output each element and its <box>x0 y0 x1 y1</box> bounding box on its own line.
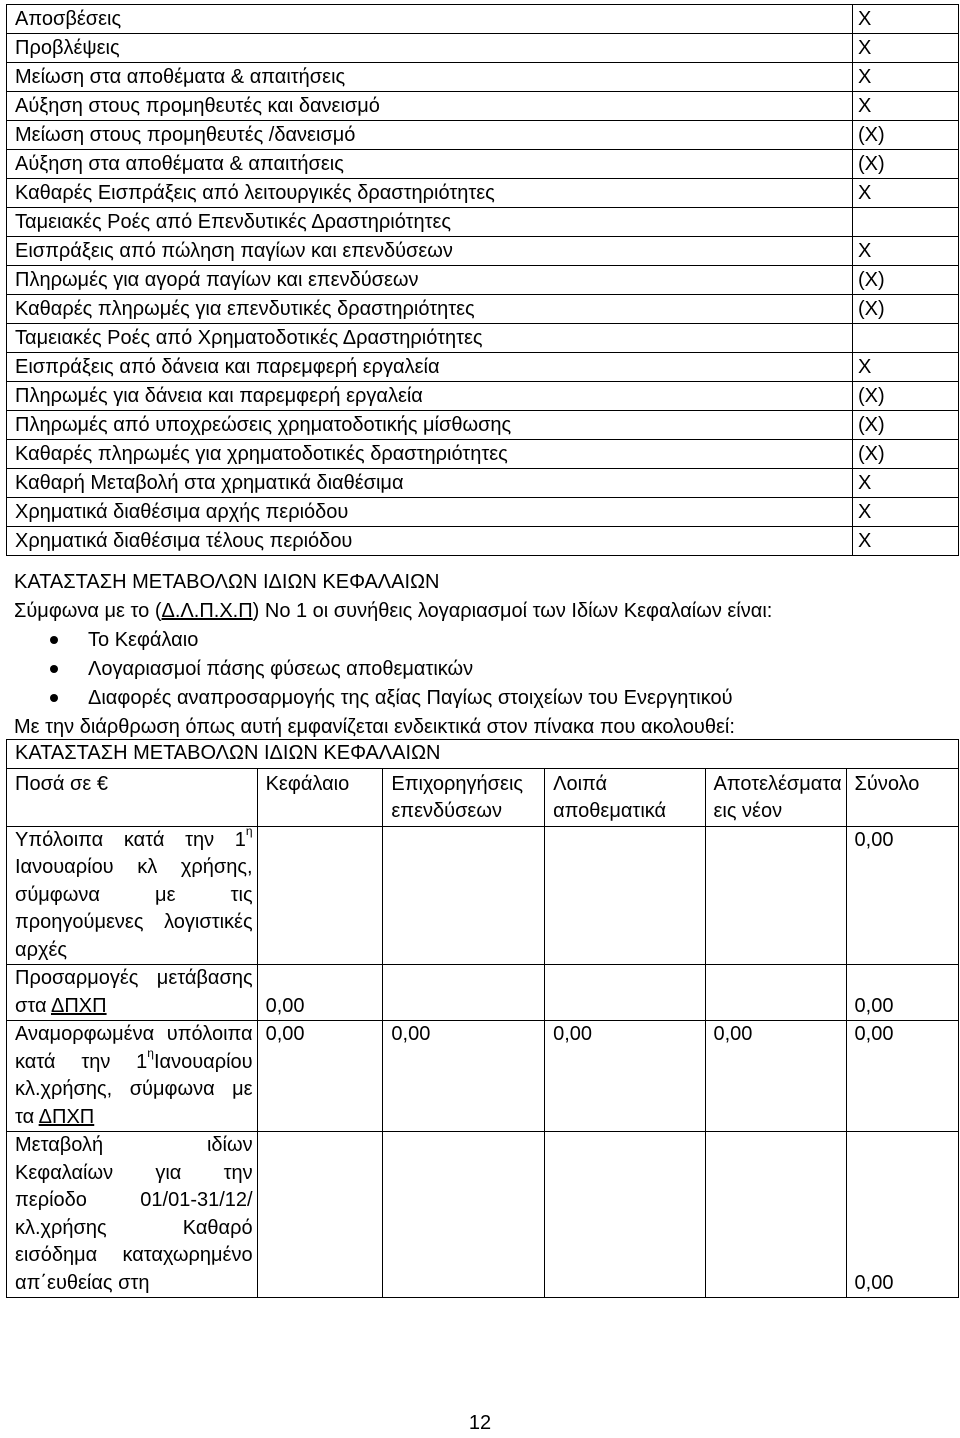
list-item: Το Κεφάλαιο <box>14 626 954 655</box>
col-header-amounts: Ποσά σε € <box>7 768 258 826</box>
cell-other-reserves: 0,00 <box>545 1021 705 1132</box>
row-label: Μείωση στους προμηθευτές /δανεισμό <box>7 121 853 150</box>
list-item: Λογαριασμοί πάσης φύσεως αποθεματικών <box>14 655 954 684</box>
col-header-total: Σύνολο <box>846 768 958 826</box>
table-row <box>7 1021 959 1132</box>
equity-intro: Σύμφωνα με το (Δ.Λ.Π.Χ.Π) Νο 1 οι συνήθεις λογαριασμοί των Ιδίων Κεφαλαίων είναι: <box>14 600 773 622</box>
table-row <box>7 411 959 440</box>
table-row <box>7 382 959 411</box>
row-label: Ταμειακές Ροές από Επενδυτικές Δραστηριότητες <box>7 208 853 237</box>
table-row <box>7 353 959 382</box>
row-value: Χ <box>853 527 959 556</box>
table-row <box>7 826 959 965</box>
row-value: (Χ) <box>853 382 959 411</box>
row-label: Καθαρές πληρωμές για χρηματοδοτικές δραστηριότητες <box>7 440 853 469</box>
table-row <box>7 965 959 1021</box>
closing-sentence: Με την διάρθρωση όπως αυτή εμφανίζεται ενδεικτικά στον πίνακα που ακολουθεί: <box>14 716 735 738</box>
table-row <box>7 295 959 324</box>
cell-total: 0,00 <box>846 1132 958 1298</box>
cell-capital: 0,00 <box>257 1021 383 1132</box>
row-label: Πληρωμές για αγορά παγίων και επενδύσεων <box>7 266 853 295</box>
row-value: Χ <box>853 5 959 34</box>
row-label: Υπόλοιπα κατά την $1^\eta$ Ιανουαρίου κλ χρήσης, σύμφωνα με τις προηγούμενες λογιστικές αρχές <box>7 826 258 965</box>
table-row <box>7 208 959 237</box>
col-header-other-reserves: Λοιπά αποθεματικά <box>545 768 705 826</box>
row-label: Εισπράξεις από δάνεια και παρεμφερή εργαλεία <box>7 353 853 382</box>
page-number: 12 <box>468 1412 492 1434</box>
row-label: Καθαρή Μεταβολή στα χρηματικά διαθέσιμα <box>7 469 853 498</box>
row-value: Χ <box>853 498 959 527</box>
row-label: Αύξηση στα αποθέματα & απαιτήσεις <box>7 150 853 179</box>
row-value: Χ <box>853 353 959 382</box>
table-row <box>7 179 959 208</box>
row-value: (Χ) <box>853 121 959 150</box>
equity-heading: ΚΑΤΑΣΤΑΣΗ ΜΕΤΑΒΟΛΩΝ ΙΔΙΩΝ ΚΕΦΑΛΑΙΩΝ <box>14 571 440 593</box>
cell-retained: 0,00 <box>705 1021 846 1132</box>
row-value: (Χ) <box>853 440 959 469</box>
table-row <box>7 63 959 92</box>
table-row <box>7 527 959 556</box>
row-value: (Χ) <box>853 150 959 179</box>
table-row <box>7 469 959 498</box>
row-value <box>853 208 959 237</box>
row-label: Μεταβολή ιδίων Κεφαλαίων για την περίοδο 01/01-31/12/ κλ.χρήσης Καθαρό εισόδημα καταχωρημένο απ΄ευθείας στη <box>7 1132 258 1298</box>
col-header-grants: Επιχορηγήσεις επενδύσεων <box>383 768 545 826</box>
row-label: Ταμειακές Ροές από Χρηματοδοτικές Δραστηριότητες <box>7 324 853 353</box>
table-row <box>7 498 959 527</box>
col-header-capital: Κεφάλαιο <box>257 768 383 826</box>
equity-changes-table <box>6 739 959 1298</box>
col-header-retained: Αποτελέσματα εις νέον <box>705 768 846 826</box>
row-label: Καθαρές πληρωμές για επενδυτικές δραστηριότητες <box>7 295 853 324</box>
table-row <box>7 121 959 150</box>
row-label: Αποσβέσεις <box>7 5 853 34</box>
table-title-row <box>7 740 959 769</box>
row-label: Πληρωμές για δάνεια και παρεμφερή εργαλεία <box>7 382 853 411</box>
row-value: Χ <box>853 34 959 63</box>
row-label: Προβλέψεις <box>7 34 853 63</box>
row-value: Χ <box>853 92 959 121</box>
row-value: Χ <box>853 63 959 92</box>
table-row <box>7 34 959 63</box>
row-value: Χ <box>853 469 959 498</box>
row-label: Χρηματικά διαθέσιμα τέλους περιόδου <box>7 527 853 556</box>
cell-capital: 0,00 <box>257 965 383 1021</box>
row-label: Προσαρμογές μετάβασης στα ΔΠΧΠ <box>7 965 258 1021</box>
list-item: Διαφορές αναπροσαρμογής της αξίας Παγίως στοιχείων του Ενεργητικού <box>14 684 954 713</box>
row-value <box>853 324 959 353</box>
row-value: (Χ) <box>853 295 959 324</box>
row-label: Εισπράξεις από πώληση παγίων και επενδύσεων <box>7 237 853 266</box>
row-label: Αύξηση στους προμηθευτές και δανεισμό <box>7 92 853 121</box>
dlpxp-link: Δ.Λ.Π.Χ.Π <box>161 600 253 622</box>
table-row <box>7 5 959 34</box>
table-row <box>7 440 959 469</box>
table-row <box>7 92 959 121</box>
row-value: (Χ) <box>853 266 959 295</box>
equity-section <box>14 568 954 742</box>
row-label: Μείωση στα αποθέματα & απαιτήσεις <box>7 63 853 92</box>
row-label: Χρηματικά διαθέσιμα αρχής περιόδου <box>7 498 853 527</box>
cell-grants: 0,00 <box>383 1021 545 1132</box>
table-header-row <box>7 768 959 826</box>
row-value: Χ <box>853 237 959 266</box>
row-label: Αναμορφωμένα υπόλοιπα κατά την $1^\eta I\alpha\nu o\upsilon\alpha\rho ίo\upsilon$ κλ.χρήσης, σύμφωνα με τα ΔΠΧΠ <box>7 1021 258 1132</box>
row-value: (Χ) <box>853 411 959 440</box>
row-label: Καθαρές Εισπράξεις από λειτουργικές δραστηριότητες <box>7 179 853 208</box>
table-row <box>7 266 959 295</box>
cell-total: 0,00 <box>846 826 958 965</box>
table-row <box>7 150 959 179</box>
cash-flow-table <box>6 4 959 556</box>
table-row <box>7 237 959 266</box>
cell-total: 0,00 <box>846 1021 958 1132</box>
cell-total: 0,00 <box>846 965 958 1021</box>
row-label: Πληρωμές από υποχρεώσεις χρηματοδοτικής μίσθωσης <box>7 411 853 440</box>
equity-accounts-list <box>14 626 954 713</box>
table-row <box>7 1132 959 1298</box>
table-title: ΚΑΤΑΣΤΑΣΗ ΜΕΤΑΒΟΛΩΝ ΙΔΙΩΝ ΚΕΦΑΛΑΙΩΝ <box>7 740 959 769</box>
table-row <box>7 324 959 353</box>
row-value: Χ <box>853 179 959 208</box>
